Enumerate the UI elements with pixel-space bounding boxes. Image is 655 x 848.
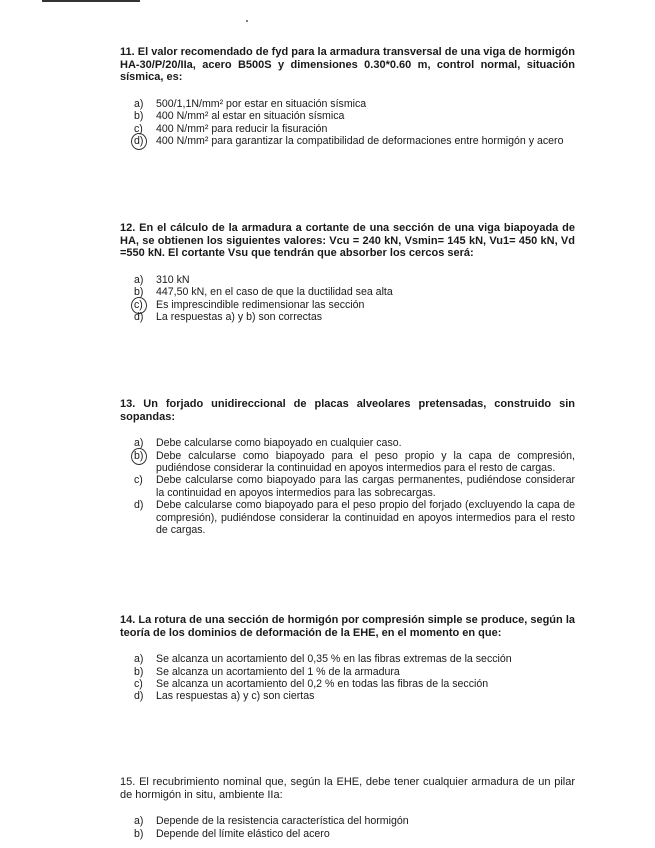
question-14 bbox=[120, 614, 575, 703]
question-text: 12. En el cálculo de la armadura a cortante de una sección de una viga biapoyada de HA, se obtienen los siguientes valores: Vcu = 240 kN, Vsmin= 145 kN, Vu1= 450 kN, Vd =550 kN. El cortante Vsu que tendrán que absorber los cercos será: bbox=[120, 222, 575, 260]
question-15 bbox=[120, 776, 575, 840]
top-rule bbox=[42, 0, 140, 2]
option-a[interactable]: a) Debe calcularse como biapoyado en cualquier caso. bbox=[134, 437, 402, 450]
option-d[interactable]: d) Debe calcularse como biapoyado para el peso propio del forjado (excluyendo la capa de compresión), pudiéndose considerar la continuidad en apoyos intermedios para el resto de cargas. bbox=[134, 499, 575, 537]
question-13 bbox=[120, 398, 575, 536]
options-list bbox=[120, 437, 575, 536]
option-a[interactable]: a) Se alcanza un acortamiento del 0,35 % en las fibras extremas de la sección bbox=[134, 653, 512, 666]
selected-answer-circle bbox=[131, 448, 147, 465]
option-a[interactable]: a) 500/1,1N/mm² por estar en situación sísmica bbox=[134, 97, 367, 110]
option-d[interactable]: d) La respuestas a) y b) son correctas bbox=[134, 311, 323, 323]
option-d[interactable]: d) 400 N/mm² para garantizar la compatibilidad de deformaciones entre hormigón y acero bbox=[120, 135, 575, 147]
option-b[interactable]: b) 447,50 kN, en el caso de que la ductilidad sea alta bbox=[134, 286, 393, 299]
question-text: 11. El valor recomendado de fyd para la armadura transversal de una viga de hormigón HA-30/P/20/IIa, acero B500S y dimensiones 0.30*0.60 m, control normal, situación sísmica, es: bbox=[120, 46, 575, 84]
selected-answer-circle bbox=[131, 133, 147, 150]
option-b[interactable]: b) Debe calcularse como biapoyado para el peso propio y la capa de compresión, pudiéndose considerar la continuidad en apoyos intermedios para el resto de cargas. bbox=[120, 450, 575, 475]
option-c[interactable]: c) Se alcanza un acortamiento del 0,2 % en todas las fibras de la sección bbox=[134, 678, 489, 690]
options-list bbox=[120, 274, 575, 324]
option-b[interactable]: b) Depende del límite elástico del acero bbox=[134, 827, 330, 840]
options-list bbox=[120, 815, 575, 840]
option-a[interactable]: a) 310 kN bbox=[134, 273, 190, 286]
question-text: 13. Un forjado unidireccional de placas alveolares pretensadas, construido sin sopandas: bbox=[120, 398, 575, 423]
question-text: 15. El recubrimiento nominal que, según la EHE, debe tener cualquier armadura de un pilar de hormigón in situ, ambiente IIa: bbox=[120, 776, 575, 801]
options-list bbox=[120, 98, 575, 148]
option-b[interactable]: b) Se alcanza un acortamiento del 1 % de la armadura bbox=[134, 665, 400, 678]
question-text: 14. La rotura de una sección de hormigón por compresión simple se produce, según la teoría de los dominios de deformación de la EHE, en el momento en que: bbox=[120, 614, 575, 639]
option-d[interactable]: d) Las respuestas a) y c) son ciertas bbox=[134, 690, 315, 703]
scan-speck bbox=[246, 20, 248, 22]
options-list bbox=[120, 653, 575, 703]
option-b[interactable]: b) 400 N/mm² al estar en situación sísmica bbox=[134, 110, 345, 123]
option-c[interactable]: c) Debe calcularse como biapoyado para las cargas permanentes, pudiéndose considerar la continuidad en apoyos intermedios para las sobrecargas. bbox=[134, 474, 575, 499]
option-a[interactable]: a) Depende de la resistencia característica del hormigón bbox=[134, 815, 409, 828]
question-12 bbox=[120, 222, 575, 323]
question-11 bbox=[120, 46, 575, 147]
option-c[interactable]: c) 400 N/mm² para reducir la fisuración bbox=[134, 122, 328, 135]
option-c[interactable]: c) Es imprescindible redimensionar las sección bbox=[120, 299, 575, 311]
